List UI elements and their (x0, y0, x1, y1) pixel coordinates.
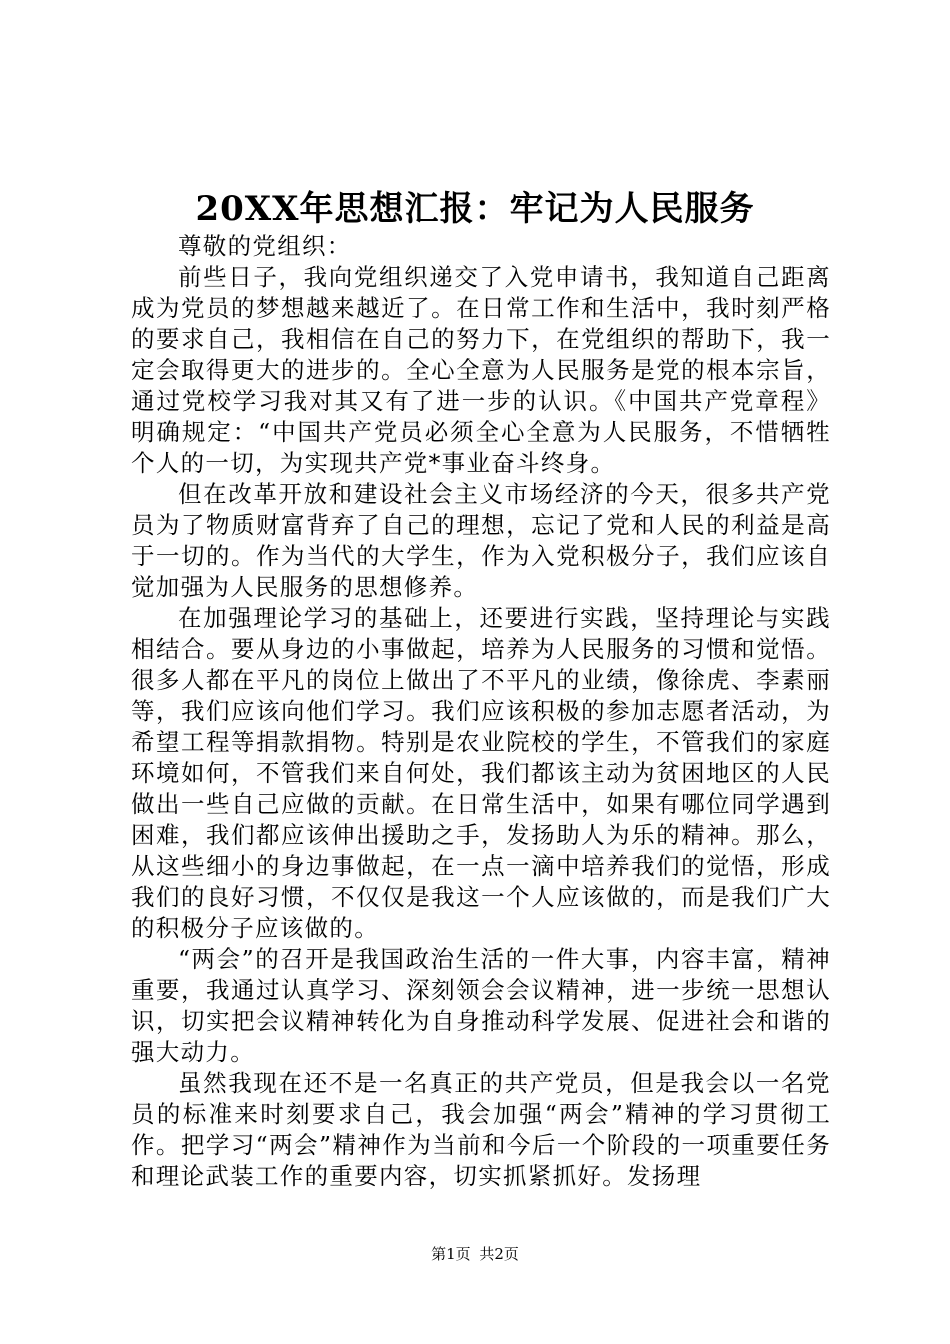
paragraph: 在加强理论学习的基础上，还要进行实践，坚持理论与实践相结合。要从身边的小事做起，培养为人民服务的习惯和觉悟。很多人都在平凡的岗位上做出了不平凡的业绩，像徐虎、李素丽等，我们应该向他们学习。我们应该积极的参加志愿者活动，为希望工程等捐款捐物。特别是农业院校的学生，不管我们的家庭环境如何，不管我们来自何处，我们都该主动为贫困地区的人民做出一些自己应做的贡献。在日常生活中，如果有哪位同学遇到困难，我们都应该伸出援助之手，发扬助人为乐的精神。那么，从这些细小的身边事做起，在一点一滴中培养我们的觉悟，形成我们的良好习惯，不仅仅是我这一个人应该做的，而是我们广大的积极分子应该做的。 (131, 604, 831, 942)
paragraph: 前些日子，我向党组织递交了入党申请书，我知道自己距离成为党员的梦想越来越近了。在日常工作和生活中，我时刻严格的要求自己，我相信在自己的努力下，在党组织的帮助下，我一定会取得更大的进步的。全心全意为人民服务是党的根本宗旨，通过党校学习我对其又有了进一步的认识。《中国共产党章程》明确规定：“中国共产党员必须全心全意为人民服务，不惜牺牲个人的一切，为实现共产党*事业奋斗终身。 (131, 263, 831, 477)
document-title: 20XX年思想汇报：牢记为人民服务 (195, 189, 755, 229)
page-footer (0, 1244, 950, 1264)
paragraph: “两会”的召开是我国政治生活的一件大事，内容丰富，精神重要，我通过认真学习、深刻领会会议精神，进一步统一思想认识，切实把会议精神转化为自身推动科学发展、促进社会和谐的强大动力。 (131, 945, 831, 1066)
salutation: 尊敬的党组织： (178, 232, 352, 260)
page-total: 共2页 (479, 1245, 519, 1263)
paragraph: 但在改革开放和建设社会主义市场经济的今天，很多共产党员为了物质财富背弃了自己的理想，忘记了党和人民的利益是高于一切的。作为当代的大学生，作为入党积极分子，我们应该自觉加强为人民服务的思想修养。 (131, 480, 831, 601)
document-body (131, 231, 831, 1192)
page-number: 第1页 (431, 1245, 471, 1263)
paragraph: 虽然我现在还不是一名真正的共产党员，但是我会以一名党员的标准来时刻要求自己，我会加强“两会”精神的学习贯彻工作。把学习“两会”精神作为当前和今后一个阶段的一项重要任务和理论武装工作的重要内容，切实抓紧抓好。发扬理 (131, 1069, 831, 1190)
